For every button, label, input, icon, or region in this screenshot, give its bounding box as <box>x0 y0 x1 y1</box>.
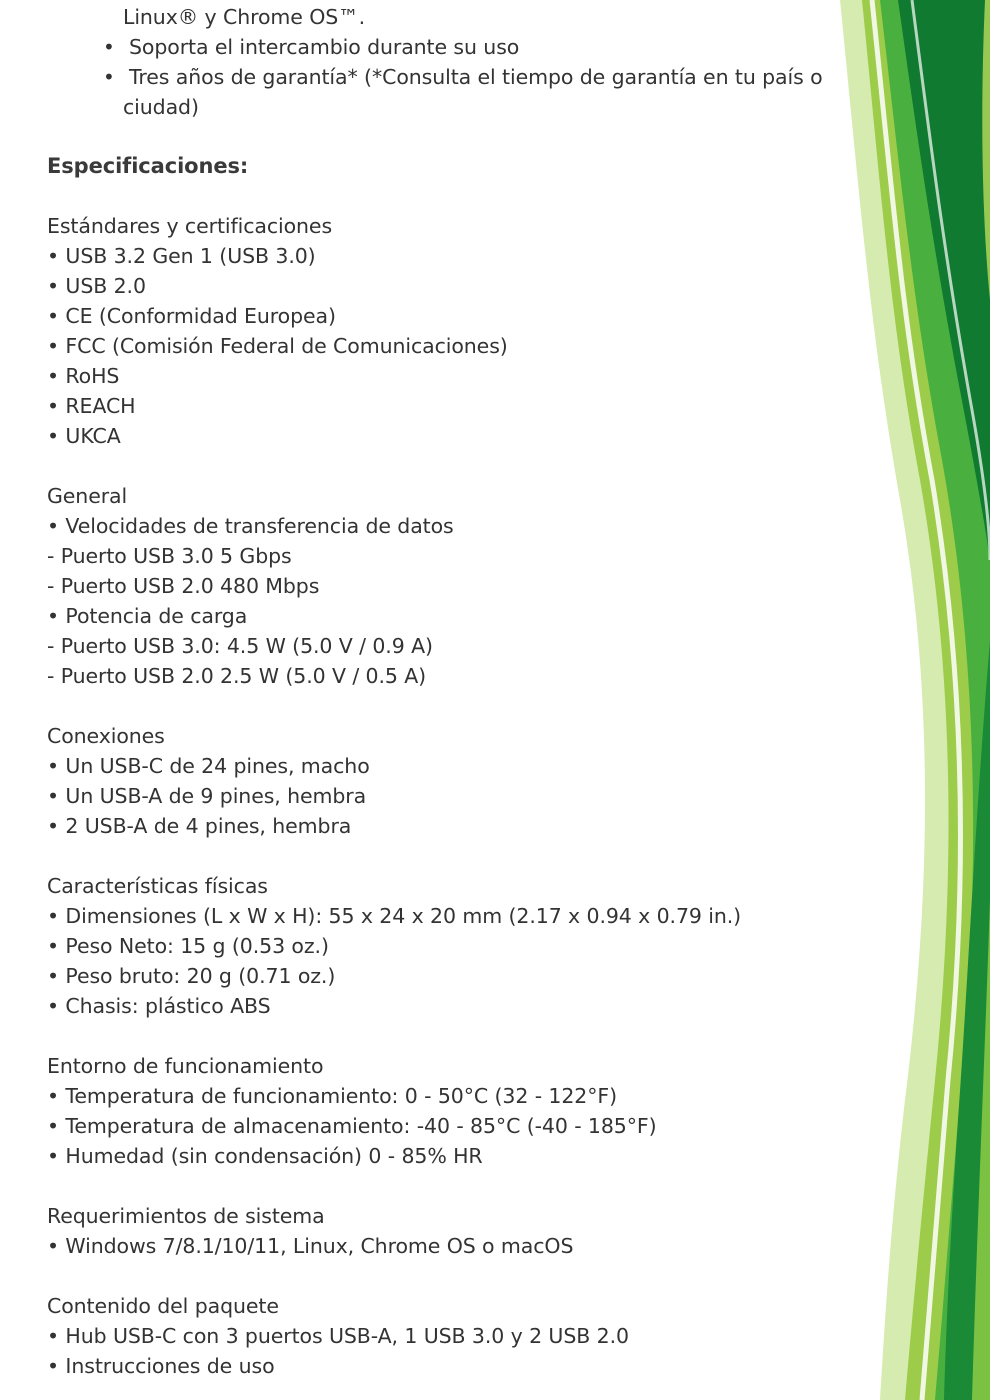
spec-line: • Peso bruto: 20 g (0.71 oz.) <box>47 964 336 988</box>
spec-line: • Temperatura de almacenamiento: -40 - 85°C (-40 - 185°F) <box>47 1114 657 1138</box>
specs-heading: Especificaciones: <box>47 154 249 178</box>
intro-item-hot-swap: Soporta el intercambio durante su uso <box>129 35 520 59</box>
spec-line: • UKCA <box>47 424 121 448</box>
section-title-package: Contenido del paquete <box>47 1294 279 1318</box>
spec-line: • USB 2.0 <box>47 274 146 298</box>
spec-line: • Potencia de carga <box>47 604 248 628</box>
spec-line: • Peso Neto: 15 g (0.53 oz.) <box>47 934 329 958</box>
spec-line: • CE (Conformidad Europea) <box>47 304 336 328</box>
spec-line: • Windows 7/8.1/10/11, Linux, Chrome OS o macOS <box>47 1234 574 1258</box>
spec-line: • RoHS <box>47 364 120 388</box>
section-title-physical: Características físicas <box>47 874 268 898</box>
spec-line: • Chasis: plástico ABS <box>47 994 271 1018</box>
spec-line: - Puerto USB 3.0 5 Gbps <box>47 544 292 568</box>
section-title-connections: Conexiones <box>47 724 165 748</box>
spec-line: • Hub USB-C con 3 puertos USB-A, 1 USB 3.0 y 2 USB 2.0 <box>47 1324 629 1348</box>
spec-line: • Un USB-A de 9 pines, hembra <box>47 784 367 808</box>
spec-line: • Temperatura de funcionamiento: 0 - 50°C (32 - 122°F) <box>47 1084 617 1108</box>
spec-line: • Humedad (sin condensación) 0 - 85% HR <box>47 1144 483 1168</box>
section-title-requirements: Requerimientos de sistema <box>47 1204 325 1228</box>
section-title-general: General <box>47 484 128 508</box>
spec-line: • Instrucciones de uso <box>47 1354 275 1378</box>
intro-item-warranty-cont: ciudad) <box>123 95 199 119</box>
spec-line: - Puerto USB 2.0 480 Mbps <box>47 574 320 598</box>
spec-line: • USB 3.2 Gen 1 (USB 3.0) <box>47 244 316 268</box>
bullet-icon: • <box>103 65 115 89</box>
section-title-environment: Entorno de funcionamiento <box>47 1054 324 1078</box>
spec-line: • REACH <box>47 394 136 418</box>
bullet-icon: • <box>103 35 115 59</box>
spec-line: - Puerto USB 3.0: 4.5 W (5.0 V / 0.9 A) <box>47 634 433 658</box>
spec-line: • Un USB-C de 24 pines, macho <box>47 754 370 778</box>
spec-line: • FCC (Comisión Federal de Comunicaciones) <box>47 334 508 358</box>
spec-line: • 2 USB-A de 4 pines, hembra <box>47 814 352 838</box>
spec-line: - Puerto USB 2.0 2.5 W (5.0 V / 0.5 A) <box>47 664 427 688</box>
section-title-standards: Estándares y certificaciones <box>47 214 333 238</box>
spec-line: • Dimensiones (L x W x H): 55 x 24 x 20 mm (2.17 x 0.94 x 0.79 in.) <box>47 904 742 928</box>
spec-line: • Velocidades de transferencia de datos <box>47 514 454 538</box>
intro-continuation: Linux® y Chrome OS™. <box>123 5 365 29</box>
intro-item-warranty: Tres años de garantía* (*Consulta el tiempo de garantía en tu país o <box>129 65 823 89</box>
